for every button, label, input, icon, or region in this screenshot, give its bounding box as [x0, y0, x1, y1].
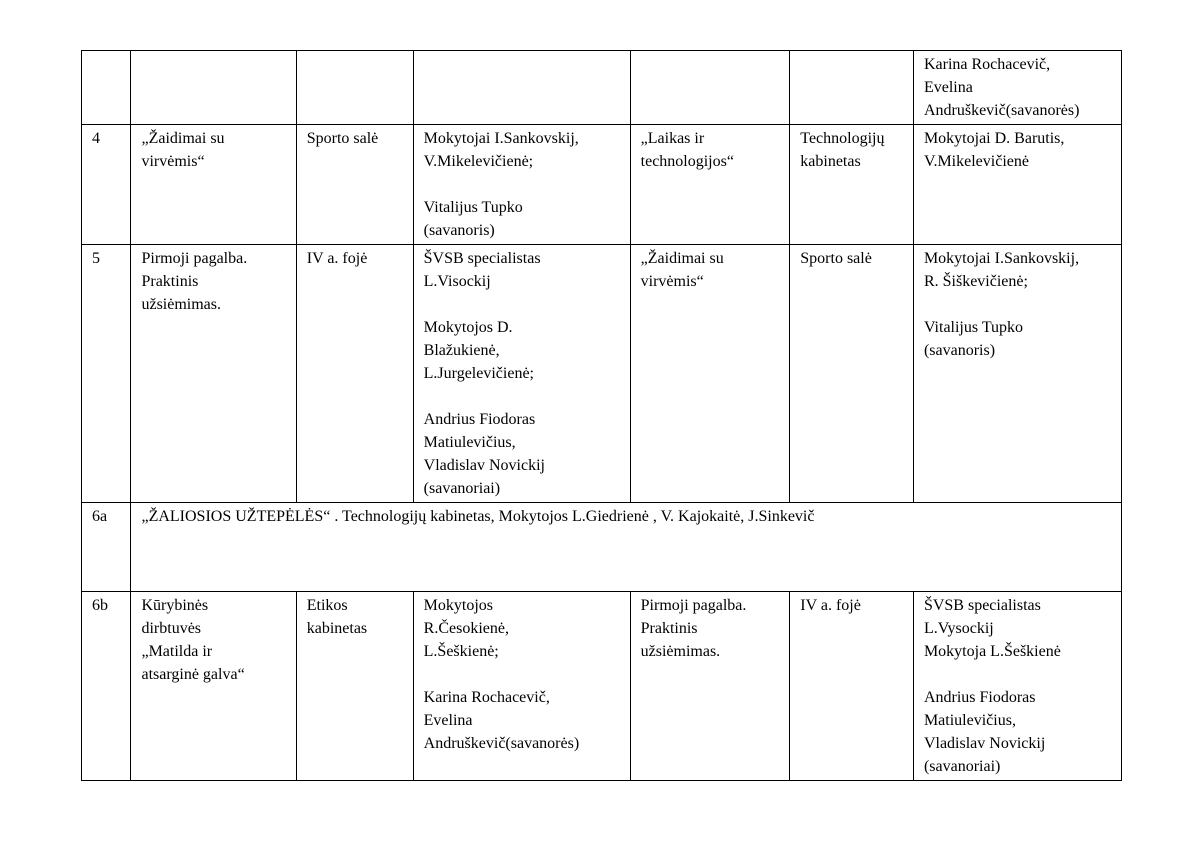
activity-b-cell: „Laikas ir technologijos“ — [630, 125, 790, 245]
activity-a-cell: Kūrybinės dirbtuvės „Matilda ir atsarginė galva“ — [131, 592, 296, 781]
teachers-b-cell: Karina Rochacevič, Evelina Andruškevič(savanorės) — [913, 51, 1121, 125]
activity-a-cell: „Žaidimai su virvėmis“ — [131, 125, 296, 245]
room-a-cell — [296, 51, 413, 125]
row-number-cell: 4 — [82, 125, 131, 245]
activity-a-cell — [131, 51, 296, 125]
room-a-cell: IV a. fojė — [296, 245, 413, 503]
table-row — [82, 51, 1122, 125]
room-b-cell: Sporto salė — [790, 245, 914, 503]
teachers-b-cell: Mokytojai D. Barutis, V.Mikelevičienė — [913, 125, 1121, 245]
teachers-a-cell: Mokytojos R.Česokienė, L.Šeškienė; Karina Rochacevič, Evelina Andruškevič(savanorės) — [413, 592, 630, 781]
teachers-a-cell: Mokytojai I.Sankovskij, V.Mikelevičienė; Vitalijus Tupko (savanoris) — [413, 125, 630, 245]
teachers-a-cell — [413, 51, 630, 125]
table-row — [82, 125, 1122, 245]
room-a-cell: Sporto salė — [296, 125, 413, 245]
activity-a-cell: Pirmoji pagalba. Praktinis užsiėmimas. — [131, 245, 296, 503]
document-page — [81, 50, 1122, 781]
schedule-table — [81, 50, 1122, 781]
room-b-cell — [790, 51, 914, 125]
row-number-cell: 6b — [82, 592, 131, 781]
table-row — [82, 592, 1122, 781]
room-a-cell: Etikos kabinetas — [296, 592, 413, 781]
merged-activity-cell: „ŽALIOSIOS UŽTEPĖLĖS“ . Technologijų kabinetas, Mokytojos L.Giedrienė , V. Kajokaitė, J.Sinkevič — [131, 503, 1122, 592]
room-b-cell: Technologijų kabinetas — [790, 125, 914, 245]
activity-b-cell: „Žaidimai su virvėmis“ — [630, 245, 790, 503]
row-number-cell — [82, 51, 131, 125]
table-row — [82, 245, 1122, 503]
row-number-cell: 5 — [82, 245, 131, 503]
teachers-b-cell: Mokytojai I.Sankovskij, R. Šiškevičienė; Vitalijus Tupko (savanoris) — [913, 245, 1121, 503]
table-row — [82, 503, 1122, 592]
activity-b-cell: Pirmoji pagalba. Praktinis užsiėmimas. — [630, 592, 790, 781]
teachers-b-cell: ŠVSB specialistas L.Vysockij Mokytoja L.Šeškienė Andrius Fiodoras Matiulevičius, Vladislav Novickij (savanoriai) — [913, 592, 1121, 781]
row-number-cell: 6a — [82, 503, 131, 592]
room-b-cell: IV a. fojė — [790, 592, 914, 781]
teachers-a-cell: ŠVSB specialistas L.Visockij Mokytojos D. Blažukienė, L.Jurgelevičienė; Andrius Fiodoras Matiulevičius, Vladislav Novickij (savanoriai) — [413, 245, 630, 503]
activity-b-cell — [630, 51, 790, 125]
